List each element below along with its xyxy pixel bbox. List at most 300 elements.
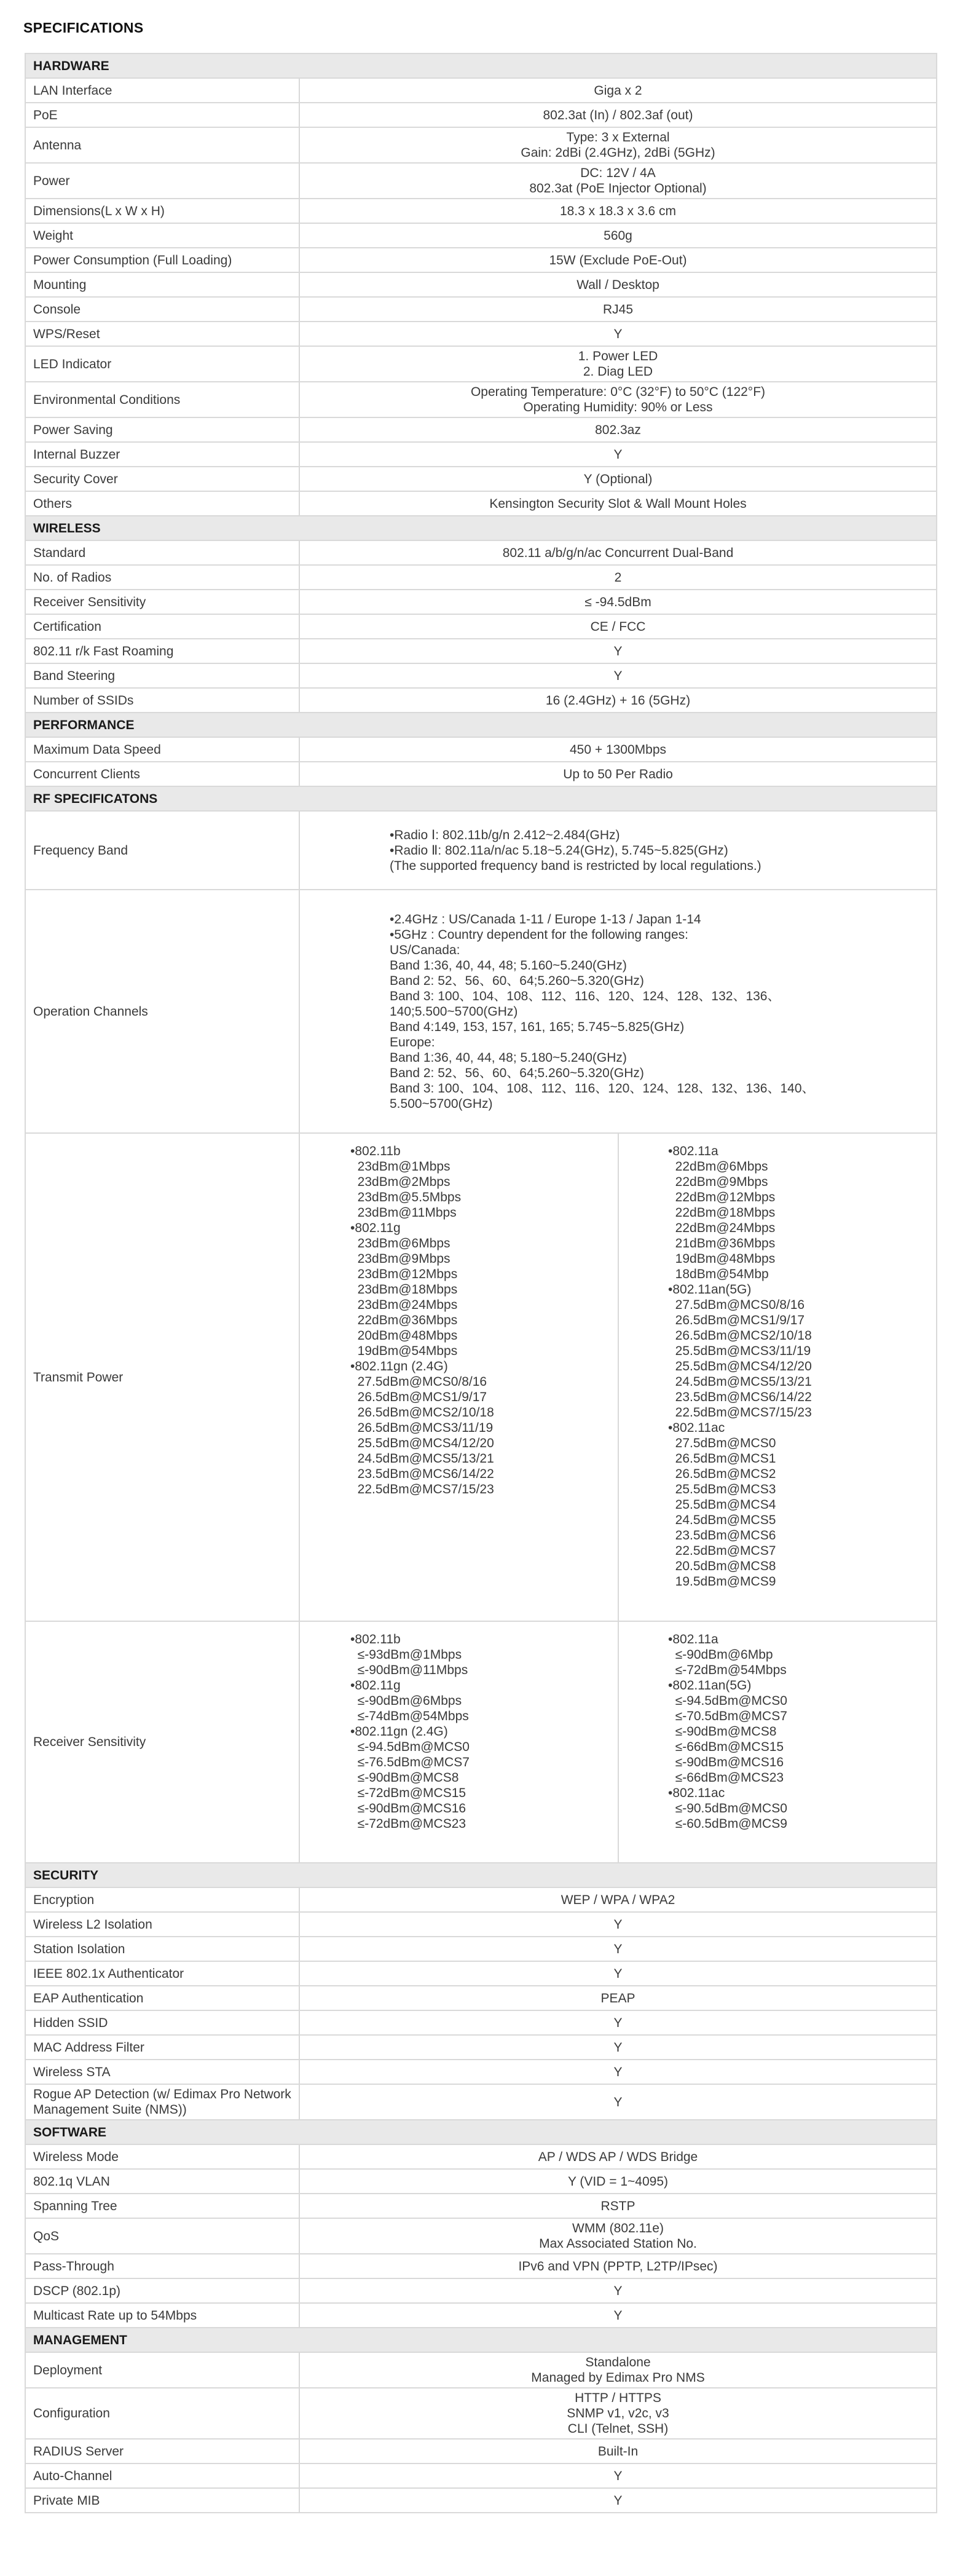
spec-value	[299, 199, 937, 223]
spec-value-line: 22dBm@36Mbps	[350, 1313, 458, 1327]
spec-value-line: 2. Diag LED	[583, 365, 653, 379]
spec-value	[299, 2169, 937, 2194]
spec-value-line: 802.3az	[595, 422, 641, 437]
spec-value-block	[299, 811, 937, 890]
spec-value-line: 20.5dBm@MCS8	[668, 1559, 776, 1573]
spec-value	[299, 2010, 937, 2035]
spec-value-line: Kensington Security Slot & Wall Mount Holes	[489, 496, 747, 511]
spec-value	[299, 2084, 937, 2120]
spec-value	[299, 2144, 937, 2169]
spec-value-line: AP / WDS AP / WDS Bridge	[538, 2149, 698, 2164]
spec-value-line: 19.5dBm@MCS9	[668, 1574, 776, 1589]
spec-value-line: Y	[613, 668, 623, 683]
spec-value-line: 21dBm@36Mbps	[668, 1236, 776, 1250]
spec-label: Wireless STA	[25, 2060, 299, 2084]
spec-label: Band Steering	[25, 663, 299, 688]
section-header	[25, 786, 937, 811]
spec-label: Power	[25, 163, 299, 199]
spec-row	[25, 2463, 937, 2488]
spec-value-line: Up to 50 Per Radio	[563, 767, 673, 781]
spec-value-line: •802.11b	[350, 1144, 401, 1158]
spec-value-line: 25.5dBm@MCS3/11/19	[668, 1344, 811, 1358]
section-header	[25, 1863, 937, 1887]
spec-row	[25, 1937, 937, 1961]
spec-value-line: Y	[613, 2283, 623, 2298]
spec-row	[25, 565, 937, 590]
spec-value-line: •802.11gn (2.4G)	[350, 1359, 448, 1373]
spec-value-line: •2.4GHz : US/Canada 1-11 / Europe 1-13 / Japan 1-14	[390, 912, 701, 926]
spec-value-line: 22dBm@24Mbps	[668, 1221, 776, 1235]
spec-row	[25, 2352, 937, 2388]
spec-label: WPS/Reset	[25, 322, 299, 346]
spec-value-line: ≤ -94.5dBm	[584, 595, 651, 609]
spec-value	[299, 103, 937, 127]
spec-value-line: 5.500~5700(GHz)	[390, 1096, 493, 1111]
spec-value	[299, 127, 937, 163]
spec-value-line: 26.5dBm@MCS1/9/17	[350, 1390, 487, 1404]
spec-row	[25, 540, 937, 565]
spec-value-line: ≤-94.5dBm@MCS0	[668, 1694, 787, 1708]
spec-row	[25, 2278, 937, 2303]
spec-value-line: 23.5dBm@MCS6	[668, 1528, 776, 1543]
spec-value	[299, 614, 937, 639]
spec-value-line: 18.3 x 18.3 x 3.6 cm	[559, 203, 677, 218]
spec-value	[299, 322, 937, 346]
spec-value-line: Y	[613, 2468, 623, 2483]
spec-row	[25, 1621, 937, 1863]
spec-value-line: •802.11b	[350, 1632, 401, 1646]
spec-label: Environmental Conditions	[25, 382, 299, 417]
spec-value-line: 22.5dBm@MCS7/15/23	[668, 1405, 812, 1420]
spec-value-line: •802.11gn (2.4G)	[350, 1725, 448, 1739]
spec-label: QoS	[25, 2218, 299, 2254]
spec-value-line: 23dBm@24Mbps	[350, 1298, 458, 1312]
spec-value-line: 22.5dBm@MCS7	[668, 1544, 776, 1558]
spec-value-line: 22.5dBm@MCS7/15/23	[350, 1482, 494, 1496]
section-title: HARDWARE	[25, 53, 937, 78]
spec-row	[25, 322, 937, 346]
spec-label: Maximum Data Speed	[25, 737, 299, 762]
spec-label: Certification	[25, 614, 299, 639]
spec-value-line: 25.5dBm@MCS3	[668, 1482, 776, 1496]
spec-value-line: 22dBm@12Mbps	[668, 1190, 776, 1204]
spec-label: Receiver Sensitivity	[25, 590, 299, 614]
spec-label: Concurrent Clients	[25, 762, 299, 786]
spec-value-line: ≤-66dBm@MCS15	[668, 1740, 784, 1754]
spec-value-line: Y	[613, 1966, 623, 1981]
spec-value-line: 23dBm@12Mbps	[350, 1267, 458, 1281]
spec-value-line: 26.5dBm@MCS1/9/17	[668, 1313, 805, 1327]
spec-value	[299, 762, 937, 786]
spec-value-line: Y	[613, 326, 623, 341]
spec-value-line: Giga x 2	[594, 83, 642, 98]
spec-label: Station Isolation	[25, 1937, 299, 1961]
spec-label: Pass-Through	[25, 2254, 299, 2278]
spec-table-body	[25, 53, 937, 2513]
spec-value-line: 19dBm@54Mbps	[350, 1344, 458, 1358]
spec-row	[25, 382, 937, 417]
spec-value-line: Band 2: 52、56、60、64;5.260~5.320(GHz)	[390, 1065, 644, 1080]
spec-row	[25, 2169, 937, 2194]
spec-value-line: ≤-90dBm@MCS16	[350, 1801, 466, 1815]
spec-label: 802.1q VLAN	[25, 2169, 299, 2194]
spec-value-line: 18dBm@54Mbp	[668, 1267, 769, 1281]
spec-label: Security Cover	[25, 467, 299, 491]
spec-value-line: 23dBm@11Mbps	[350, 1206, 457, 1220]
spec-value-line: Y	[613, 1942, 623, 1956]
spec-value-line: •802.11an(5G)	[668, 1282, 752, 1297]
spec-value-line: •802.11a	[668, 1144, 718, 1158]
spec-value-line: •802.11ac	[668, 1786, 725, 1800]
spec-value-line: ≤-90dBm@11Mbps	[350, 1663, 468, 1677]
spec-value	[299, 2352, 937, 2388]
spec-label: MAC Address Filter	[25, 2035, 299, 2060]
spec-label: LED Indicator	[25, 346, 299, 382]
spec-value-line: Managed by Edimax Pro NMS	[531, 2371, 705, 2385]
spec-label: Internal Buzzer	[25, 442, 299, 467]
spec-value-block	[299, 890, 937, 1133]
spec-label: Encryption	[25, 1887, 299, 1912]
spec-value-line: 20dBm@48Mbps	[350, 1329, 458, 1343]
spec-value-line: Operating Temperature: 0°C (32°F) to 50°C (122°F)	[470, 385, 766, 399]
spec-row	[25, 1912, 937, 1937]
spec-value-line: 22dBm@6Mbps	[668, 1160, 768, 1174]
spec-label: Transmit Power	[25, 1133, 299, 1621]
spec-value-line: ≤-66dBm@MCS23	[668, 1771, 784, 1785]
spec-row	[25, 2439, 937, 2463]
spec-value-line: 26.5dBm@MCS3/11/19	[350, 1421, 494, 1435]
spec-row	[25, 199, 937, 223]
spec-row	[25, 614, 937, 639]
spec-value	[299, 272, 937, 297]
spec-value-line: •802.11ac	[668, 1421, 725, 1435]
spec-value	[299, 78, 937, 103]
section-title: RF SPECIFICATONS	[25, 786, 937, 811]
spec-row	[25, 639, 937, 663]
spec-value-line: ≤-72dBm@MCS23	[350, 1817, 466, 1831]
spec-value-line: 24.5dBm@MCS5/13/21	[350, 1452, 494, 1466]
spec-value-line: RSTP	[600, 2199, 635, 2213]
spec-row	[25, 467, 937, 491]
spec-value-line: PEAP	[600, 1991, 635, 2005]
spec-value-line: 560g	[604, 228, 632, 243]
spec-value-line: 2	[614, 570, 622, 585]
spec-value-line: Y	[613, 2493, 623, 2508]
spec-label: RADIUS Server	[25, 2439, 299, 2463]
spec-value-line: ≤-90.5dBm@MCS0	[668, 1801, 787, 1815]
spec-value-line: WMM (802.11e)	[572, 2221, 664, 2235]
spec-value	[299, 663, 937, 688]
section-title: SOFTWARE	[25, 2120, 937, 2144]
section-title: MANAGEMENT	[25, 2328, 937, 2352]
spec-value	[299, 346, 937, 382]
spec-label: Weight	[25, 223, 299, 248]
spec-value	[299, 688, 937, 713]
spec-value-line: 23dBm@9Mbps	[350, 1252, 450, 1266]
spec-value-line: Y	[613, 1917, 623, 1932]
spec-row	[25, 163, 937, 199]
spec-value-line: ≤-93dBm@1Mbps	[350, 1648, 462, 1662]
spec-value-line: ≤-76.5dBm@MCS7	[350, 1755, 470, 1769]
spec-value-line: 19dBm@48Mbps	[668, 1252, 776, 1266]
spec-value-line: IPv6 and VPN (PPTP, L2TP/IPsec)	[518, 2259, 718, 2274]
spec-label: Number of SSIDs	[25, 688, 299, 713]
spec-row	[25, 811, 937, 890]
spec-value-line: Band 2: 52、56、60、64;5.260~5.320(GHz)	[390, 973, 644, 988]
spec-value-left-column	[299, 1133, 618, 1621]
spec-value-line: ≤-94.5dBm@MCS0	[350, 1740, 470, 1754]
spec-row	[25, 2303, 937, 2328]
spec-row	[25, 417, 937, 442]
spec-label: Multicast Rate up to 54Mbps	[25, 2303, 299, 2328]
spec-label: Receiver Sensitivity	[25, 1621, 299, 1863]
spec-value-line: ≤-60.5dBm@MCS9	[668, 1817, 787, 1831]
spec-value-line: 26.5dBm@MCS2/10/18	[668, 1329, 812, 1343]
spec-value-line: Gain: 2dBi (2.4GHz), 2dBi (5GHz)	[521, 146, 715, 160]
spec-row	[25, 1887, 937, 1912]
spec-value-line: 15W (Exclude PoE-Out)	[549, 253, 687, 267]
spec-value	[299, 1986, 937, 2010]
spec-value-line: 140;5.500~5700(GHz)	[390, 1004, 518, 1019]
spec-value-line: 27.5dBm@MCS0/8/16	[350, 1375, 487, 1389]
section-header	[25, 2120, 937, 2144]
spec-value	[299, 442, 937, 467]
spec-value-line: Band 1:36, 40, 44, 48; 5.180~5.240(GHz)	[390, 1050, 627, 1065]
spec-row	[25, 688, 937, 713]
spec-value	[299, 1887, 937, 1912]
spec-value-line: ≤-90dBm@MCS16	[668, 1755, 784, 1769]
spec-row	[25, 2254, 937, 2278]
spec-value-line: 26.5dBm@MCS2/10/18	[350, 1405, 494, 1420]
section-header	[25, 713, 937, 737]
spec-value	[299, 297, 937, 322]
spec-value	[299, 590, 937, 614]
spec-value-line: 1. Power LED	[578, 349, 658, 363]
spec-value	[299, 565, 937, 590]
spec-value-line: •802.11g	[350, 1221, 401, 1235]
spec-value-right-column	[618, 1621, 937, 1863]
spec-row	[25, 78, 937, 103]
spec-value	[299, 2388, 937, 2439]
spec-row	[25, 248, 937, 272]
spec-label: Frequency Band	[25, 811, 299, 890]
spec-value-line: 23dBm@18Mbps	[350, 1282, 458, 1297]
spec-row	[25, 2060, 937, 2084]
section-title: PERFORMANCE	[25, 713, 937, 737]
spec-value-line: Y	[613, 2015, 623, 2030]
spec-value	[299, 223, 937, 248]
spec-row	[25, 2488, 937, 2513]
spec-row	[25, 762, 937, 786]
spec-value-line: DC: 12V / 4A	[580, 166, 656, 180]
spec-value-line: 26.5dBm@MCS1	[668, 1452, 776, 1466]
spec-value-line: •802.11g	[350, 1678, 401, 1693]
spec-row	[25, 590, 937, 614]
spec-label: Power Saving	[25, 417, 299, 442]
spec-value-line: 22dBm@18Mbps	[668, 1206, 776, 1220]
spec-row	[25, 1133, 937, 1621]
spec-row	[25, 663, 937, 688]
spec-row	[25, 2010, 937, 2035]
spec-value-line: Y	[613, 2095, 623, 2109]
spec-value-line: Type: 3 x External	[566, 130, 670, 144]
spec-value	[299, 737, 937, 762]
spec-value-line: 25.5dBm@MCS4/12/20	[350, 1436, 494, 1450]
spec-value-line: 23dBm@6Mbps	[350, 1236, 450, 1250]
spec-row	[25, 2388, 937, 2439]
spec-row	[25, 346, 937, 382]
spec-label: Operation Channels	[25, 890, 299, 1133]
spec-value	[299, 382, 937, 417]
spec-value-line: Wall / Desktop	[576, 277, 659, 292]
spec-value	[299, 2254, 937, 2278]
spec-value	[299, 2060, 937, 2084]
section-title: SECURITY	[25, 1863, 937, 1887]
spec-value-line: 27.5dBm@MCS0	[668, 1436, 776, 1450]
spec-row	[25, 890, 937, 1133]
spec-value-line: 27.5dBm@MCS0/8/16	[668, 1298, 805, 1312]
spec-value-line: RJ45	[602, 302, 634, 317]
spec-value	[299, 2218, 937, 2254]
spec-label: Mounting	[25, 272, 299, 297]
spec-row	[25, 297, 937, 322]
spec-value-line: 450 + 1300Mbps	[569, 742, 667, 757]
spec-value-line: 25.5dBm@MCS4/12/20	[668, 1359, 812, 1373]
spec-value-line: Built-In	[597, 2444, 639, 2459]
spec-value-line: Y	[613, 2308, 623, 2323]
spec-value-line: ≤-90dBm@6Mbps	[350, 1694, 462, 1708]
spec-label: Configuration	[25, 2388, 299, 2439]
spec-value-line: Max Associated Station No.	[539, 2237, 697, 2251]
spec-value-line: Y	[613, 644, 623, 658]
spec-table	[25, 53, 937, 2513]
spec-row	[25, 2218, 937, 2254]
spec-value	[299, 2463, 937, 2488]
spec-row	[25, 1961, 937, 1986]
spec-value-line: Y	[613, 2064, 623, 2079]
spec-value-line: Operating Humidity: 90% or Less	[523, 400, 713, 414]
spec-value	[299, 248, 937, 272]
spec-value-line: 802.3at (PoE Injector Optional)	[529, 181, 707, 196]
spec-label: Deployment	[25, 2352, 299, 2388]
spec-value-right-column	[618, 1133, 937, 1621]
spec-value-line: 802.3at (In) / 802.3af (out)	[543, 108, 693, 122]
spec-row	[25, 491, 937, 516]
spec-value-line: Band 4:149, 153, 157, 161, 165; 5.745~5.825(GHz)	[390, 1019, 685, 1034]
spec-row	[25, 2084, 937, 2120]
spec-value	[299, 2303, 937, 2328]
spec-value-line: 25.5dBm@MCS4	[668, 1498, 776, 1512]
spec-value	[299, 417, 937, 442]
spec-value-line: ≤-90dBm@6Mbp	[668, 1648, 773, 1662]
spec-value	[299, 1961, 937, 1986]
spec-row	[25, 442, 937, 467]
spec-row	[25, 223, 937, 248]
spec-label: Auto-Channel	[25, 2463, 299, 2488]
spec-label: Dimensions(L x W x H)	[25, 199, 299, 223]
page-title: SPECIFICATIONS	[23, 20, 144, 36]
spec-value	[299, 1912, 937, 1937]
spec-value	[299, 467, 937, 491]
spec-value-line: 802.11 a/b/g/n/ac Concurrent Dual-Band	[502, 545, 734, 560]
spec-label: 802.11 r/k Fast Roaming	[25, 639, 299, 663]
spec-value	[299, 2488, 937, 2513]
spec-value-line: Standalone	[585, 2355, 651, 2369]
spec-row	[25, 737, 937, 762]
spec-value-line: •5GHz : Country dependent for the following ranges:	[390, 927, 688, 942]
spec-value-left-column	[299, 1621, 618, 1863]
spec-value-line: Y (VID = 1~4095)	[567, 2174, 669, 2189]
section-header	[25, 516, 937, 540]
spec-label: Spanning Tree	[25, 2194, 299, 2218]
spec-value-line: HTTP / HTTPS	[575, 2391, 661, 2405]
spec-value	[299, 639, 937, 663]
spec-label: PoE	[25, 103, 299, 127]
spec-value-line: (The supported frequency band is restricted by local regulations.)	[390, 858, 761, 873]
section-header	[25, 2328, 937, 2352]
spec-value-line: CLI (Telnet, SSH)	[567, 2422, 669, 2436]
section-title: WIRELESS	[25, 516, 937, 540]
spec-value-line: Y	[613, 447, 623, 462]
spec-label: LAN Interface	[25, 78, 299, 103]
spec-value	[299, 2439, 937, 2463]
spec-row	[25, 272, 937, 297]
spec-value-line: Y	[613, 2040, 623, 2055]
spec-value	[299, 163, 937, 199]
spec-label: Power Consumption (Full Loading)	[25, 248, 299, 272]
spec-value-line: WEP / WPA / WPA2	[561, 1892, 675, 1907]
spec-value-line: 16 (2.4GHz) + 16 (5GHz)	[545, 693, 691, 708]
spec-value	[299, 540, 937, 565]
spec-label: Hidden SSID	[25, 2010, 299, 2035]
spec-row	[25, 1986, 937, 2010]
spec-value-line: •Radio Ⅱ: 802.11a/n/ac 5.18~5.24(GHz), 5.745~5.825(GHz)	[390, 843, 728, 858]
spec-value-line: ≤-70.5dBm@MCS7	[668, 1709, 787, 1723]
spec-label: IEEE 802.1x Authenticator	[25, 1961, 299, 1986]
spec-value-line: 24.5dBm@MCS5	[668, 1513, 776, 1527]
spec-value	[299, 2278, 937, 2303]
spec-value-line: Europe:	[390, 1035, 435, 1049]
spec-value-line: 24.5dBm@MCS5/13/21	[668, 1375, 812, 1389]
spec-label: Console	[25, 297, 299, 322]
spec-value-line: •802.11an(5G)	[668, 1678, 752, 1693]
spec-label: EAP Authentication	[25, 1986, 299, 2010]
spec-value-line: SNMP v1, v2c, v3	[567, 2406, 669, 2420]
spec-value-line: •802.11a	[668, 1632, 718, 1646]
spec-row	[25, 2035, 937, 2060]
spec-value-line: Band 3: 100、104、108、112、116、120、124、128、132、136、140、	[390, 1081, 815, 1096]
spec-row	[25, 2194, 937, 2218]
spec-value-line: Y (Optional)	[583, 472, 653, 486]
spec-value-line: 23dBm@1Mbps	[350, 1160, 450, 1174]
spec-value-line: 23dBm@5.5Mbps	[350, 1190, 462, 1204]
spec-label: Standard	[25, 540, 299, 565]
spec-value-line: ≤-90dBm@MCS8	[350, 1771, 459, 1785]
spec-label: DSCP (802.1p)	[25, 2278, 299, 2303]
spec-value	[299, 2194, 937, 2218]
spec-value-line: ≤-74dBm@54Mbps	[350, 1709, 469, 1723]
spec-value-line: CE / FCC	[590, 619, 646, 634]
spec-value-line: ≤-72dBm@54Mbps	[668, 1663, 787, 1677]
spec-label: Private MIB	[25, 2488, 299, 2513]
spec-value-line: Band 1:36, 40, 44, 48; 5.160~5.240(GHz)	[390, 958, 627, 973]
spec-value-line: ≤-72dBm@MCS15	[350, 1786, 466, 1800]
spec-value	[299, 491, 937, 516]
spec-label: Others	[25, 491, 299, 516]
spec-label: Wireless Mode	[25, 2144, 299, 2169]
spec-value	[299, 2035, 937, 2060]
spec-value-line: •Radio Ⅰ: 802.11b/g/n 2.412~2.484(GHz)	[390, 828, 620, 842]
